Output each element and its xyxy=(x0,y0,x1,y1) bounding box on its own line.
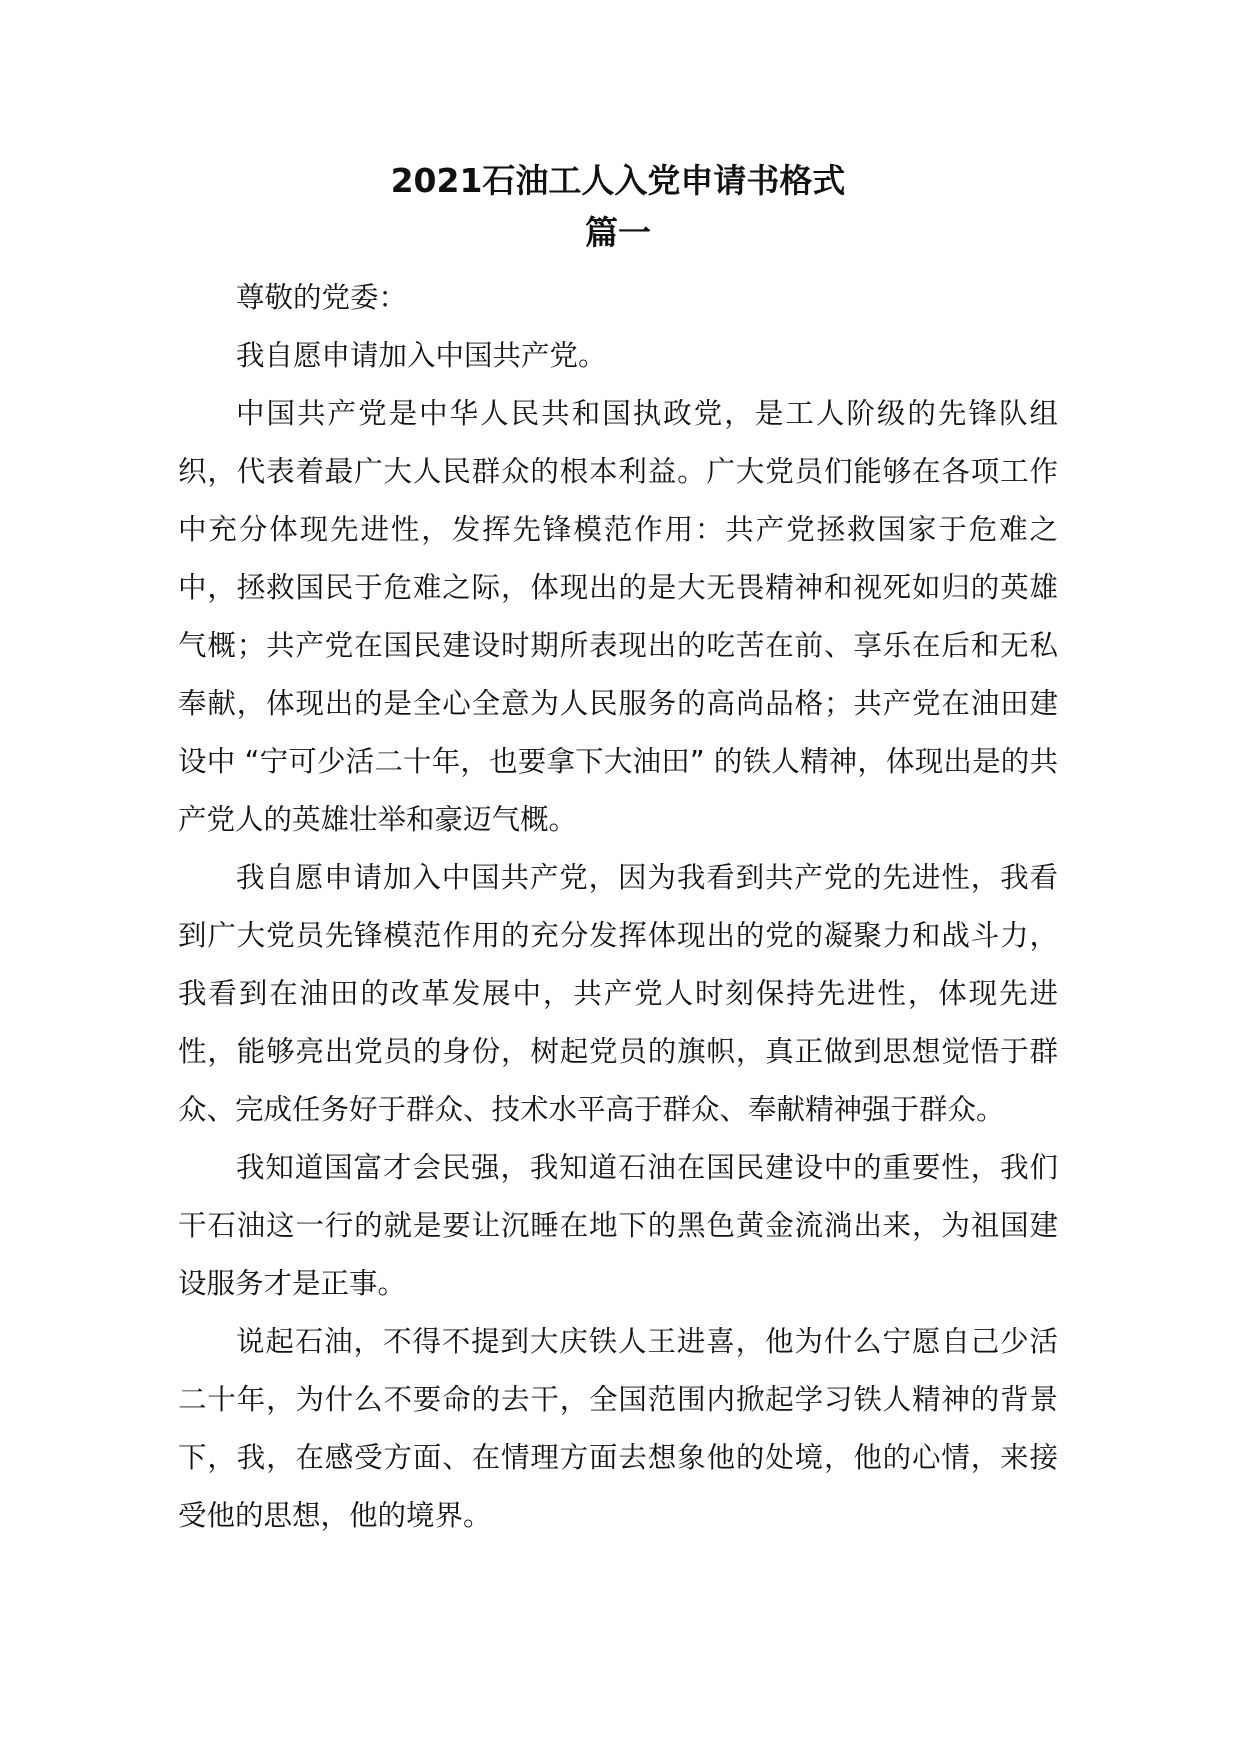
document-title: 2021石油工人入党申请书格式 xyxy=(390,161,846,200)
paragraph-iron-man: 说起石油，不得不提到大庆铁人王进喜，他为什么宁愿自己少活二十年，为什么不要命的去干，全国范围内掀起学习铁人精神的背景下，我，在感受方面、在情理方面去想象他的处境，他的心情，来接受他的思想，他的境界。 xyxy=(178,1325,1058,1532)
salutation: 尊敬的党委： xyxy=(236,281,408,314)
paragraph-party-description: 中国共产党是中华人民共和国执政党，是工人阶级的先锋队组织，代表着最广大人民群众的根本利益。广大党员们能够在各项工作中充分体现先进性，发挥先锋模范作用：共产党拯救国家于危难之中，拯救国民于危难之际，体现出的是大无畏精神和视死如归的英雄气概；共产党在国民建设时期所表现出的吃苦在前、享乐在后和无私奉献，体现出的是全心全意为人民服务的高尚品格；共产党在油田建设中 “宁可少活二十年，也要拿下大油田” 的铁人精神，体现出是的共产党人的英雄壮举和豪迈气概。 xyxy=(178,397,1058,836)
paragraph-oil-importance: 我知道国富才会民强，我知道石油在国民建设中的重要性，我们干石油这一行的就是要让沉睡在地下的黑色黄金流淌出来，为祖国建设服务才是正事。 xyxy=(178,1151,1058,1300)
paragraph-reasons: 我自愿申请加入中国共产党，因为我看到共产党的先进性，我看到广大党员先锋模范作用的充分发挥体现出的党的凝聚力和战斗力，我看到在油田的改革发展中，共产党人时刻保持先进性，体现先进性，能够亮出党员的身份，树起党员的旗帜，真正做到思想觉悟于群众、完成任务好于群众、技术水平高于群众、奉献精神强于群众。 xyxy=(178,861,1058,1126)
paragraph-intent: 我自愿申请加入中国共产党。 xyxy=(236,339,607,372)
document-subtitle: 篇一 xyxy=(585,213,651,252)
document-page xyxy=(178,155,1058,1545)
